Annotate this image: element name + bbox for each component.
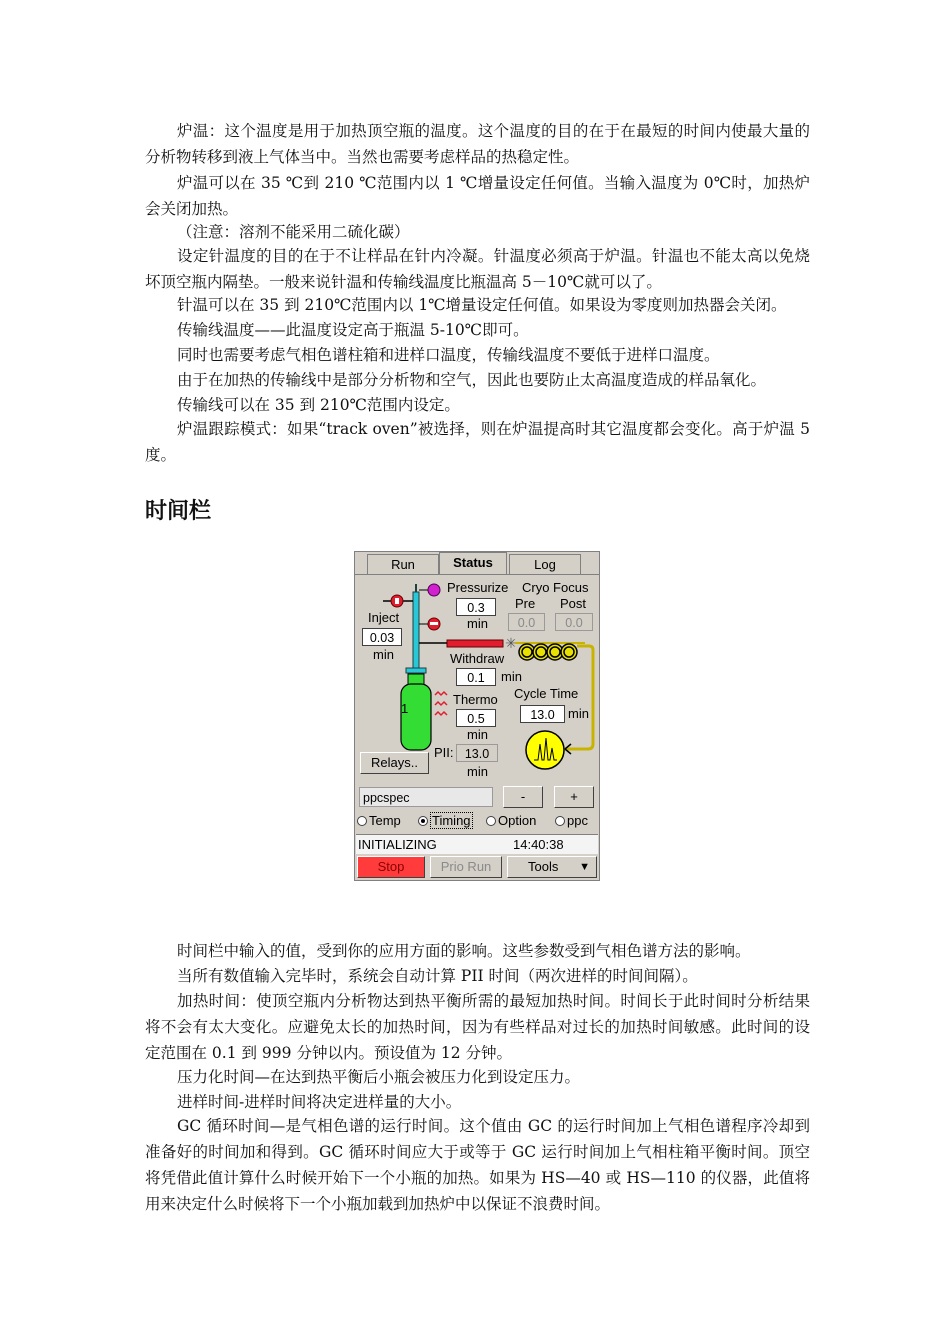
pressurize-field[interactable]: 0.3	[456, 598, 496, 616]
needle-icon	[413, 592, 419, 670]
radio-ppc-icon	[555, 816, 565, 826]
status-text: INITIALIZING	[358, 837, 437, 852]
inject-field[interactable]: 0.03	[362, 628, 402, 646]
radio-option[interactable]	[486, 813, 536, 828]
status-bar	[356, 834, 598, 854]
post-label: Post	[560, 596, 587, 611]
svg-text:✳: ✳	[505, 636, 517, 652]
relays-button[interactable]: Relays..	[360, 752, 429, 774]
status-panel	[354, 551, 600, 881]
paragraph-note: （注意：溶剂不能采用二硫化碳）	[177, 223, 410, 241]
prio-run-button[interactable]: Prio Run	[430, 856, 502, 878]
paragraph-line-range: 传输线可以在 35 到 210℃范围内设定。	[177, 396, 460, 414]
radio-timing-icon	[418, 816, 428, 826]
post-field[interactable]: 0.0	[555, 613, 593, 631]
tab-log[interactable]: Log	[509, 554, 581, 574]
inject-unit: min	[373, 647, 394, 662]
thermo-label: Thermo	[453, 692, 498, 707]
cycle-time-unit: min	[568, 706, 589, 721]
cycle-time-field[interactable]: 13.0	[520, 705, 565, 723]
paragraph-oven-range: 炉温可以在 35 ℃到 210 ℃范围内以 1 ℃增量设定任何值。当输入温度为 0℃时，加热炉会关闭加热。	[145, 174, 810, 218]
pressure-valve-icon	[428, 584, 440, 596]
inject-label: Inject	[368, 610, 400, 625]
pressurize-unit: min	[467, 616, 488, 631]
radio-temp[interactable]	[357, 813, 401, 828]
cryo-focus-label: Cryo Focus	[522, 580, 589, 595]
withdraw-unit: min	[501, 669, 522, 684]
withdraw-field[interactable]: 0.1	[456, 668, 496, 686]
paragraph-oxidation: 由于在加热的传输线中是部分分析物和空气，因此也要防止太高温度造成的样品氧化。	[177, 371, 767, 389]
radio-temp-label: Temp	[369, 813, 401, 828]
transfer-line-icon	[447, 640, 503, 647]
vial-icon	[401, 684, 431, 750]
minus-button[interactable]: -	[503, 786, 543, 808]
tools-button[interactable]	[507, 856, 597, 878]
paragraph-timing-intro: 时间栏中输入的值，受到你的应用方面的影响。这些参数受到气相色谱方法的影响。	[177, 942, 751, 960]
column-coil-icon	[519, 644, 577, 660]
pre-label: Pre	[515, 596, 536, 611]
paragraph-thermo-time: 加热时间：使顶空瓶内分析物达到热平衡所需的最短加热时间。时间长于此时间时分析结果将不会有太大变化。应避免太长的加热时间，因为有些样品对过长的加热时间敏感。此时间的设定范围在 0.1 到 999 分钟以内。预设值为 12 分钟。	[145, 992, 810, 1062]
radio-ppc-label: ppc	[567, 813, 588, 828]
status-time: 14:40:38	[513, 837, 564, 852]
pii-label: PII:	[434, 745, 454, 760]
stop-button[interactable]: Stop	[357, 856, 425, 878]
pii-field: 13.0	[456, 744, 498, 762]
tools-label: Tools	[528, 859, 559, 874]
paragraph-track-oven: 炉温跟踪模式：如果“track oven”被选择，则在炉温提高时其它温度都会变化。高于炉温 5 度。	[145, 420, 810, 464]
heater-icon	[435, 692, 447, 715]
paragraph-oven-temp: 炉温：这个温度是用于加热顶空瓶的温度。这个温度的目的在于在最短的时间内使最大量的分析物转移到液上气体当中。当然也需要考虑样品的热稳定性。	[145, 122, 810, 166]
pii-unit: min	[467, 764, 488, 779]
paragraph-transfer-line: 传输线温度——此温度设定高于瓶温 5-10℃即可。	[177, 321, 529, 339]
paragraph-needle-range: 针温可以在 35 到 210℃范围内以 1℃增量设定任何值。如果设为零度则加热器会关闭。	[177, 296, 787, 314]
radio-option-label: Option	[498, 813, 537, 828]
paragraph-needle-temp: 设定针温度的目的在于不让样品在针内冷凝。针温度必须高于炉温。针温也不能太高以免烧坏顶空瓶内隔垫。一般来说针温和传输线温度比瓶温高 5－10℃就可以了。	[145, 247, 810, 291]
needle-base-icon	[406, 668, 426, 673]
plus-button[interactable]: +	[554, 786, 594, 808]
method-field[interactable]: ppcspec	[359, 787, 493, 807]
pre-field[interactable]: 0.0	[508, 613, 545, 631]
tab-run[interactable]: Run	[367, 554, 439, 574]
radio-timing-label: Timing	[432, 813, 471, 828]
thermo-unit: min	[467, 727, 488, 742]
paragraph-pii: 当所有数值输入完毕时，系统会自动计算 PII 时间（两次进样的时间间隔）。	[177, 967, 698, 985]
radio-timing[interactable]	[418, 813, 473, 828]
section-heading: 时间栏	[145, 499, 212, 524]
paragraph-inlet: 同时也需要考虑气相色谱柱箱和进样口温度，传输线温度不要低于进样口温度。	[177, 346, 720, 364]
radio-temp-icon	[357, 816, 367, 826]
paragraph-gc-cycle: GC 循环时间—是气相色谱的运行时间。这个值由 GC 的运行时间加上气相色谱程序冷却到准备好的时间加和得到。GC 循环时间应大于或等于 GC 运行时间加上气相柱箱平衡时间。顶空将凭借此值计算什么时候开始下一个小瓶的加热。如果为 HS—40 或 HS—110 的仪器，此值将用来决定什么时候将下一个小瓶加载到加热炉中以保证不浪费时间。	[145, 1117, 810, 1213]
radio-option-icon	[486, 816, 496, 826]
thermo-field[interactable]: 0.5	[456, 709, 496, 727]
radio-ppc[interactable]	[555, 813, 588, 828]
withdraw-label: Withdraw	[450, 651, 505, 666]
vial-number: 1	[401, 701, 409, 716]
cycle-time-label: Cycle Time	[514, 686, 579, 701]
paragraph-inject-time: 进样时间-进样时间将决定进样量的大小。	[177, 1093, 462, 1111]
pressurize-label: Pressurize	[447, 580, 509, 595]
dropdown-arrow-icon: ▼	[579, 861, 590, 873]
paragraph-pressurize-time: 压力化时间—在达到热平衡后小瓶会被压力化到设定压力。	[177, 1068, 581, 1086]
tab-status[interactable]: Status	[439, 552, 507, 574]
